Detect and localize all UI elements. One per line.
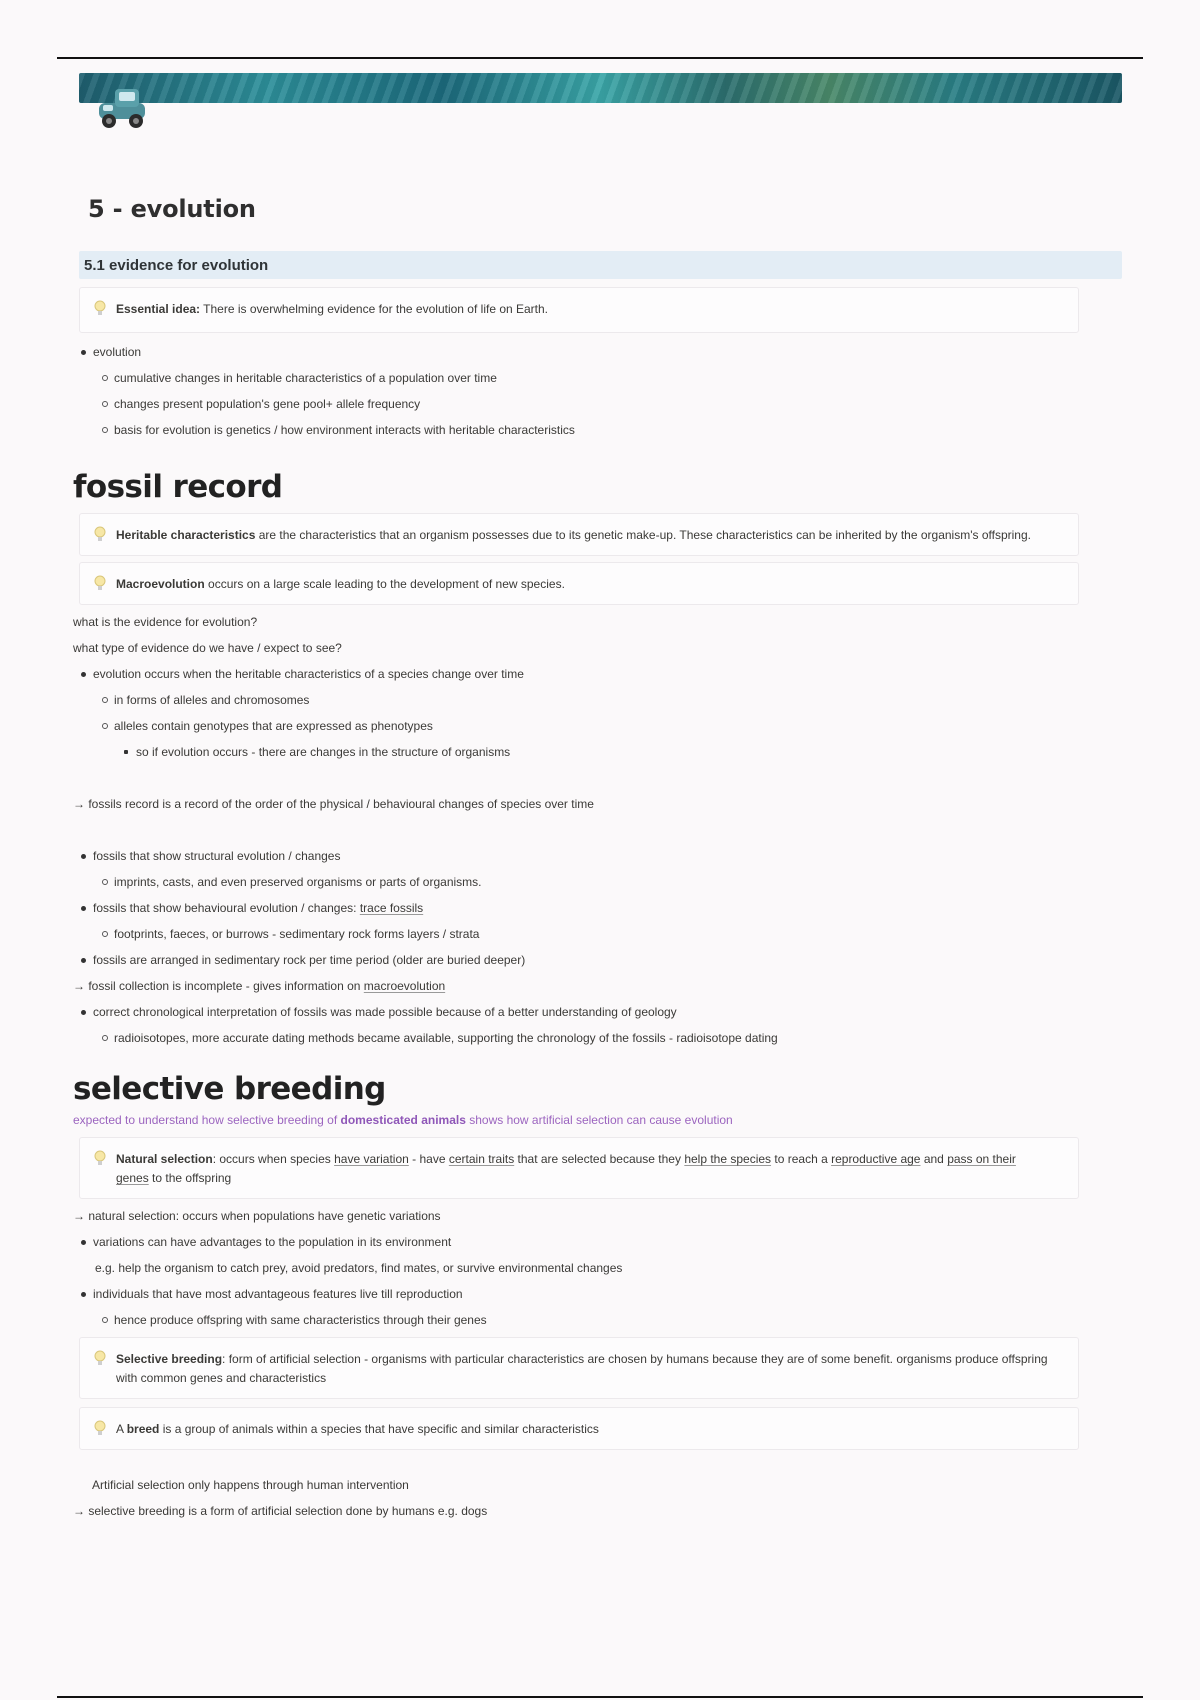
purple-text: expected to understand how selective breeding of: [73, 1113, 341, 1127]
callout-text: and: [920, 1152, 948, 1166]
list-item: evolution: [77, 339, 1122, 365]
list-item: changes present population's gene pool+ allele frequency: [77, 391, 1122, 417]
callout-text: : form of artificial selection - organisms with particular characteristics are chosen by humans because they are of some benefit. organisms produce offspring with common genes and characteristics: [116, 1352, 1048, 1385]
list-item: radioisotopes, more accurate dating methods became available, supporting the chronology of the fossils - radioisotope dating: [77, 1025, 1122, 1051]
list-item: evolution occurs when the heritable characteristics of a species change over time: [77, 661, 1122, 687]
underlined-text: help the species: [684, 1152, 772, 1166]
line-text: → fossil collection is incomplete - gives information on: [73, 979, 364, 993]
text-line: what is the evidence for evolution?: [73, 615, 258, 629]
underlined-text: trace fossils: [359, 901, 424, 915]
notion-page: [73, 73, 1122, 1524]
lightbulb-icon: [93, 300, 107, 318]
list-item: individuals that have most advantageous features live till reproduction: [77, 1281, 1122, 1307]
text-line: → fossils record is a record of the order of the physical / behavioural changes of species over time: [73, 797, 594, 811]
section-heading: 5.1 evidence for evolution: [79, 251, 1122, 279]
underlined-text: pass on their genes: [116, 1152, 1016, 1185]
heading-selective-breeding: selective breeding: [73, 1071, 386, 1107]
list-item: hence produce offspring with same characteristics through their genes: [77, 1307, 1122, 1333]
callout-text: : occurs when species: [212, 1152, 335, 1166]
list-item: fossils are arranged in sedimentary rock per time period (older are buried deeper): [77, 947, 1122, 973]
callout-text: that are selected because they: [514, 1152, 685, 1166]
list-item-text: fossils that show behavioural evolution / changes:: [93, 901, 360, 915]
callout-text: There is overwhelming evidence for the evolution of life on Earth.: [200, 302, 549, 316]
cover-image: [79, 73, 1122, 103]
callout-macroevolution: [79, 562, 1079, 605]
callout-bold: Natural selection: [116, 1152, 213, 1166]
underlined-text: certain traits: [448, 1152, 515, 1166]
text-line: e.g. help the organism to catch prey, avoid predators, find mates, or survive environmental changes: [95, 1261, 623, 1275]
lightbulb-icon: [93, 526, 107, 544]
list-item: footprints, faeces, or burrows - sedimentary rock forms layers / strata: [77, 921, 1122, 947]
underlined-text: reproductive age: [831, 1152, 921, 1166]
callout-text: occurs on a large scale leading to the development of new species.: [204, 577, 565, 591]
text-line: Artificial selection only happens through human intervention: [92, 1478, 409, 1492]
list-item: so if evolution occurs - there are changes in the structure of organisms: [77, 739, 1122, 765]
callout-text: A: [116, 1422, 127, 1436]
text-line: what type of evidence do we have / expect to see?: [73, 641, 342, 655]
underlined-text: have variation: [334, 1152, 409, 1166]
text-line: → selective breeding is a form of artificial selection done by humans e.g. dogs: [73, 1504, 488, 1518]
list-item: alleles contain genotypes that are expressed as phenotypes: [77, 713, 1122, 739]
lightbulb-icon: [93, 1420, 107, 1438]
bottom-rule: [57, 1696, 1143, 1698]
list-item: cumulative changes in heritable characteristics of a population over time: [77, 365, 1122, 391]
callout-text: to the offspring: [148, 1171, 232, 1185]
page-title: 5 - evolution: [88, 195, 256, 223]
callout-essential-idea: [79, 287, 1079, 333]
callout-text: is a group of animals within a species that have specific and similar characteristics: [159, 1422, 599, 1436]
callout-bold: Heritable characteristics: [116, 528, 256, 542]
purple-text: shows how artificial selection can cause evolution: [465, 1113, 733, 1127]
callout-text: to reach a: [771, 1152, 832, 1166]
callout-bold: Essential idea:: [116, 302, 201, 316]
callout-natural-selection: [79, 1137, 1079, 1199]
lightbulb-icon: [93, 575, 107, 593]
lightbulb-icon: [93, 1150, 107, 1168]
heading-fossil-record: fossil record: [73, 469, 283, 505]
list-item: in forms of alleles and chromosomes: [77, 687, 1122, 713]
lightbulb-icon: [93, 1350, 107, 1368]
list-item: basis for evolution is genetics / how environment interacts with heritable characteristics: [77, 417, 1122, 443]
purple-note: [73, 1109, 1122, 1131]
callout-bold: Macroevolution: [116, 577, 205, 591]
callout-bold: Selective breeding: [116, 1352, 223, 1366]
car-icon: [89, 81, 153, 133]
list-item: correct chronological interpretation of fossils was made possible because of a better understanding of geology: [77, 999, 1122, 1025]
underlined-text: macroevolution: [363, 979, 446, 993]
callout-breed: [79, 1407, 1079, 1450]
callout-bold: breed: [126, 1422, 160, 1436]
list-item: variations can have advantages to the population in its environment: [77, 1229, 1122, 1255]
callout-text: - have: [408, 1152, 449, 1166]
callout-heritable-characteristics: [79, 513, 1079, 556]
text-line: → natural selection: occurs when populations have genetic variations: [73, 1209, 441, 1223]
list-item: [77, 895, 1122, 921]
purple-bold: domesticated animals: [340, 1113, 466, 1127]
callout-selective-breeding: [79, 1337, 1079, 1399]
top-rule: [57, 57, 1143, 59]
text-line: [73, 973, 1122, 999]
callout-text: are the characteristics that an organism possesses due to its genetic make-up. These characteristics can be inherited by the organism's offspring.: [255, 528, 1031, 542]
list-item: imprints, casts, and even preserved organisms or parts of organisms.: [77, 869, 1122, 895]
list-item: fossils that show structural evolution / changes: [77, 843, 1122, 869]
